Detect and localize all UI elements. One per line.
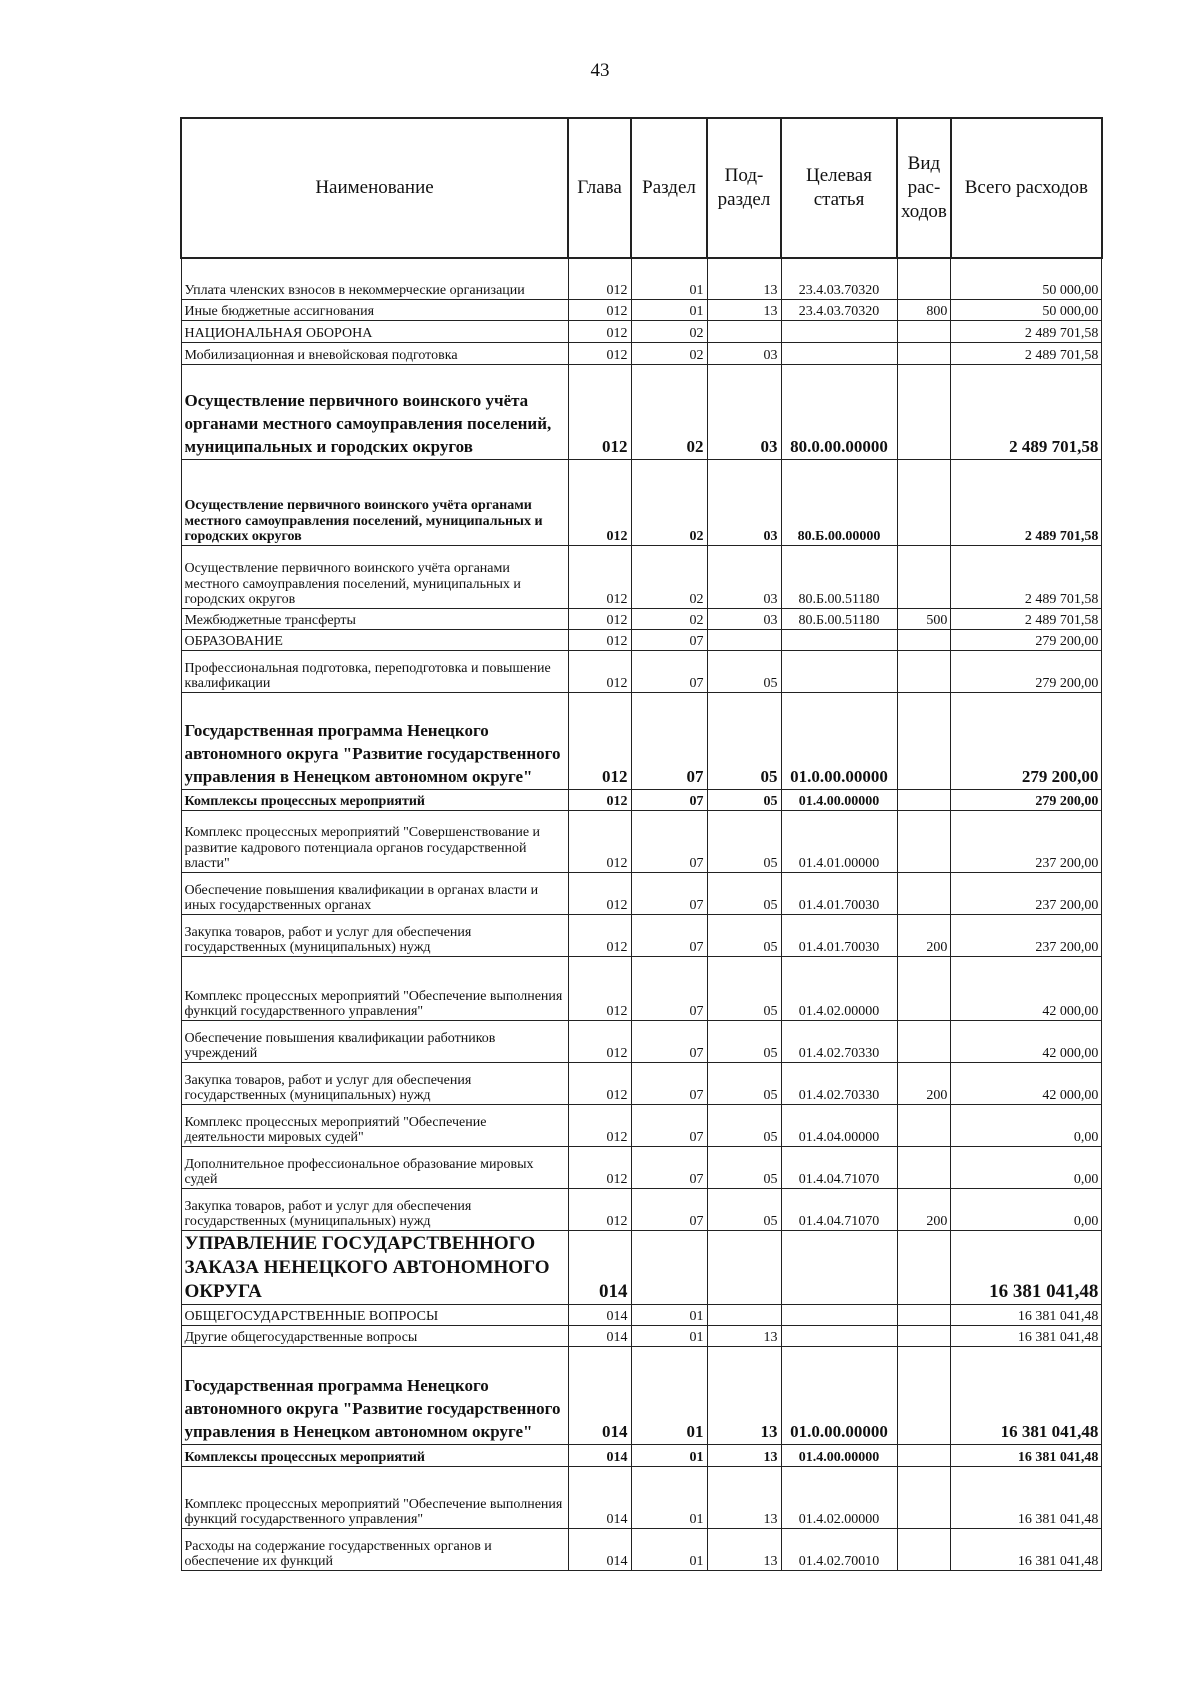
table-header-row <box>181 118 1102 258</box>
cell-section: 07 <box>631 1104 707 1146</box>
cell-chapter: 014 <box>568 1304 631 1325</box>
cell-section: 07 <box>631 810 707 872</box>
cell-chapter: 012 <box>568 459 631 545</box>
cell-expense-type <box>897 1304 951 1325</box>
cell-target-article: 01.4.00.00000 <box>781 789 897 810</box>
cell-name: Расходы на содержание государственных органов и обеспечение их функций <box>181 1528 568 1570</box>
cell-total: 237 200,00 <box>951 872 1102 914</box>
cell-name: Комплекс процессных мероприятий "Обеспечение выполнения функций государственного управления" <box>181 1466 568 1528</box>
cell-expense-type <box>897 1230 951 1304</box>
cell-expense-type <box>897 320 951 342</box>
cell-expense-type <box>897 1444 951 1466</box>
cell-chapter: 012 <box>568 1104 631 1146</box>
cell-chapter: 012 <box>568 1146 631 1188</box>
cell-subsection: 13 <box>707 258 781 299</box>
cell-name: Осуществление первичного воинского учёта органами местного самоуправления поселений, муниципальных и городских округов <box>181 545 568 608</box>
cell-section: 07 <box>631 914 707 956</box>
cell-expense-type <box>897 810 951 872</box>
cell-section <box>631 1230 707 1304</box>
table-row <box>181 1325 1102 1346</box>
table-row <box>181 810 1102 872</box>
cell-target-article: 01.4.02.00000 <box>781 956 897 1020</box>
cell-target-article: 01.4.04.71070 <box>781 1188 897 1230</box>
cell-target-article <box>781 1325 897 1346</box>
cell-subsection: 05 <box>707 956 781 1020</box>
cell-expense-type <box>897 1346 951 1444</box>
table-row <box>181 629 1102 650</box>
cell-expense-type <box>897 956 951 1020</box>
cell-subsection: 05 <box>707 872 781 914</box>
cell-name: Осуществление первичного воинского учёта органами местного самоуправления поселений, муниципальных и городских округов <box>181 459 568 545</box>
cell-name: Профессиональная подготовка, переподготовка и повышение квалификации <box>181 650 568 692</box>
cell-total: 2 489 701,58 <box>951 320 1102 342</box>
cell-name: УПРАВЛЕНИЕ ГОСУДАРСТВЕННОГО ЗАКАЗА НЕНЕЦКОГО АВТОНОМНОГО ОКРУГА <box>181 1230 568 1304</box>
table-body <box>181 258 1102 1570</box>
table-row <box>181 1346 1102 1444</box>
cell-subsection: 13 <box>707 1466 781 1528</box>
table-row <box>181 364 1102 459</box>
cell-subsection: 05 <box>707 692 781 789</box>
cell-target-article: 01.4.02.70330 <box>781 1062 897 1104</box>
cell-chapter: 012 <box>568 956 631 1020</box>
cell-name: Комплекс процессных мероприятий "Совершенствование и развитие кадрового потенциала органов государственной власти" <box>181 810 568 872</box>
cell-chapter: 012 <box>568 872 631 914</box>
cell-target-article: 23.4.03.70320 <box>781 299 897 320</box>
cell-name: Комплекс процессных мероприятий "Обеспечение деятельности мировых судей" <box>181 1104 568 1146</box>
cell-name: ОБЩЕГОСУДАРСТВЕННЫЕ ВОПРОСЫ <box>181 1304 568 1325</box>
table-row <box>181 692 1102 789</box>
cell-section: 01 <box>631 1304 707 1325</box>
cell-expense-type <box>897 545 951 608</box>
cell-name: Государственная программа Ненецкого автономного округа "Развитие государственного управления в Ненецком автономном округе" <box>181 1346 568 1444</box>
cell-total: 237 200,00 <box>951 810 1102 872</box>
table-row <box>181 914 1102 956</box>
cell-name: Обеспечение повышения квалификации работников учреждений <box>181 1020 568 1062</box>
cell-expense-type <box>897 1325 951 1346</box>
table-row <box>181 545 1102 608</box>
cell-section: 07 <box>631 872 707 914</box>
cell-section: 01 <box>631 1325 707 1346</box>
cell-section: 01 <box>631 1346 707 1444</box>
cell-subsection <box>707 1304 781 1325</box>
cell-section: 07 <box>631 1188 707 1230</box>
cell-section: 07 <box>631 629 707 650</box>
cell-target-article: 80.Б.00.00000 <box>781 459 897 545</box>
cell-name: Мобилизационная и вневойсковая подготовка <box>181 342 568 364</box>
cell-name: Комплекс процессных мероприятий "Обеспечение выполнения функций государственного управления" <box>181 956 568 1020</box>
cell-subsection: 05 <box>707 810 781 872</box>
cell-target-article: 01.4.01.00000 <box>781 810 897 872</box>
cell-chapter: 012 <box>568 629 631 650</box>
cell-section: 02 <box>631 608 707 629</box>
cell-section: 02 <box>631 364 707 459</box>
table-row <box>181 956 1102 1020</box>
cell-total: 2 489 701,58 <box>951 364 1102 459</box>
table-row <box>181 459 1102 545</box>
cell-target-article: 01.4.01.70030 <box>781 872 897 914</box>
table-row <box>181 1188 1102 1230</box>
header-chapter: Глава <box>568 118 631 258</box>
cell-total: 16 381 041,48 <box>951 1528 1102 1570</box>
table-row <box>181 258 1102 299</box>
cell-chapter: 012 <box>568 1020 631 1062</box>
header-name: Наименование <box>181 118 568 258</box>
table-row <box>181 342 1102 364</box>
cell-expense-type: 500 <box>897 608 951 629</box>
cell-chapter: 012 <box>568 650 631 692</box>
cell-total: 16 381 041,48 <box>951 1444 1102 1466</box>
cell-chapter: 012 <box>568 692 631 789</box>
cell-target-article: 01.4.02.70010 <box>781 1528 897 1570</box>
cell-section: 02 <box>631 459 707 545</box>
cell-target-article: 01.4.02.70330 <box>781 1020 897 1062</box>
cell-section: 07 <box>631 1062 707 1104</box>
cell-chapter: 012 <box>568 1188 631 1230</box>
cell-name: Другие общегосударственные вопросы <box>181 1325 568 1346</box>
cell-subsection: 05 <box>707 1146 781 1188</box>
cell-section: 01 <box>631 1528 707 1570</box>
cell-section: 02 <box>631 342 707 364</box>
cell-chapter: 014 <box>568 1444 631 1466</box>
header-target-article: Целевая статья <box>781 118 897 258</box>
cell-name: Дополнительное профессиональное образование мировых судей <box>181 1146 568 1188</box>
cell-expense-type: 200 <box>897 914 951 956</box>
table-row <box>181 1146 1102 1188</box>
cell-target-article <box>781 342 897 364</box>
cell-target-article: 23.4.03.70320 <box>781 258 897 299</box>
cell-name: НАЦИОНАЛЬНАЯ ОБОРОНА <box>181 320 568 342</box>
cell-chapter: 014 <box>568 1230 631 1304</box>
cell-total: 2 489 701,58 <box>951 608 1102 629</box>
cell-target-article: 01.4.02.00000 <box>781 1466 897 1528</box>
cell-section: 01 <box>631 1444 707 1466</box>
table-row <box>181 789 1102 810</box>
header-total: Всего расходов <box>951 118 1102 258</box>
cell-expense-type: 200 <box>897 1188 951 1230</box>
cell-target-article: 80.0.00.00000 <box>781 364 897 459</box>
cell-subsection: 05 <box>707 1188 781 1230</box>
cell-subsection: 13 <box>707 299 781 320</box>
cell-expense-type <box>897 258 951 299</box>
cell-target-article <box>781 1230 897 1304</box>
cell-name: Межбюджетные трансферты <box>181 608 568 629</box>
cell-target-article: 01.4.00.00000 <box>781 1444 897 1466</box>
cell-chapter: 014 <box>568 1466 631 1528</box>
cell-section: 02 <box>631 320 707 342</box>
cell-name: Закупка товаров, работ и услуг для обеспечения государственных (муниципальных) нужд <box>181 1062 568 1104</box>
table-row <box>181 320 1102 342</box>
cell-subsection <box>707 1230 781 1304</box>
cell-total: 50 000,00 <box>951 299 1102 320</box>
cell-subsection: 03 <box>707 545 781 608</box>
cell-section: 07 <box>631 650 707 692</box>
cell-section: 07 <box>631 1020 707 1062</box>
cell-chapter: 012 <box>568 258 631 299</box>
cell-expense-type <box>897 1146 951 1188</box>
cell-name: Закупка товаров, работ и услуг для обеспечения государственных (муниципальных) нужд <box>181 914 568 956</box>
cell-chapter: 012 <box>568 608 631 629</box>
cell-subsection: 05 <box>707 1104 781 1146</box>
cell-chapter: 012 <box>568 342 631 364</box>
cell-subsection: 13 <box>707 1325 781 1346</box>
cell-target-article: 80.Б.00.51180 <box>781 608 897 629</box>
cell-section: 07 <box>631 1146 707 1188</box>
header-expense-type: Вид рас- ходов <box>897 118 951 258</box>
cell-total: 2 489 701,58 <box>951 459 1102 545</box>
cell-total: 279 200,00 <box>951 692 1102 789</box>
table-row <box>181 1304 1102 1325</box>
cell-total: 16 381 041,48 <box>951 1230 1102 1304</box>
cell-total: 42 000,00 <box>951 1062 1102 1104</box>
cell-target-article <box>781 1304 897 1325</box>
table-row <box>181 1020 1102 1062</box>
cell-expense-type <box>897 629 951 650</box>
cell-target-article: 01.0.00.00000 <box>781 692 897 789</box>
table-row <box>181 608 1102 629</box>
cell-expense-type <box>897 692 951 789</box>
header-section: Раздел <box>631 118 707 258</box>
cell-name: Уплата членских взносов в некоммерческие организации <box>181 258 568 299</box>
cell-target-article: 01.4.04.00000 <box>781 1104 897 1146</box>
cell-subsection: 05 <box>707 914 781 956</box>
cell-total: 42 000,00 <box>951 956 1102 1020</box>
cell-expense-type <box>897 1466 951 1528</box>
cell-name: Иные бюджетные ассигнования <box>181 299 568 320</box>
cell-target-article <box>781 650 897 692</box>
cell-total: 2 489 701,58 <box>951 545 1102 608</box>
cell-subsection: 13 <box>707 1346 781 1444</box>
cell-chapter: 012 <box>568 914 631 956</box>
cell-total: 16 381 041,48 <box>951 1346 1102 1444</box>
cell-target-article <box>781 629 897 650</box>
cell-total: 279 200,00 <box>951 650 1102 692</box>
cell-expense-type <box>897 872 951 914</box>
cell-subsection: 03 <box>707 364 781 459</box>
table-row <box>181 299 1102 320</box>
table-row <box>181 650 1102 692</box>
cell-chapter: 012 <box>568 320 631 342</box>
cell-total: 237 200,00 <box>951 914 1102 956</box>
cell-total: 50 000,00 <box>951 258 1102 299</box>
expenditure-table <box>180 117 1103 1571</box>
cell-subsection <box>707 629 781 650</box>
cell-section: 07 <box>631 789 707 810</box>
cell-name: Комплексы процессных мероприятий <box>181 789 568 810</box>
cell-expense-type <box>897 650 951 692</box>
cell-target-article <box>781 320 897 342</box>
cell-total: 0,00 <box>951 1104 1102 1146</box>
cell-chapter: 012 <box>568 364 631 459</box>
cell-subsection: 03 <box>707 608 781 629</box>
cell-total: 16 381 041,48 <box>951 1325 1102 1346</box>
cell-expense-type <box>897 459 951 545</box>
table-row <box>181 1528 1102 1570</box>
page-number: 43 <box>590 60 610 81</box>
table-row <box>181 1104 1102 1146</box>
cell-total: 42 000,00 <box>951 1020 1102 1062</box>
cell-subsection: 13 <box>707 1528 781 1570</box>
cell-section: 01 <box>631 1466 707 1528</box>
cell-subsection: 05 <box>707 1062 781 1104</box>
cell-total: 0,00 <box>951 1146 1102 1188</box>
cell-chapter: 012 <box>568 810 631 872</box>
cell-section: 07 <box>631 956 707 1020</box>
cell-section: 02 <box>631 545 707 608</box>
cell-section: 01 <box>631 258 707 299</box>
cell-subsection: 05 <box>707 650 781 692</box>
table-row <box>181 872 1102 914</box>
cell-subsection: 03 <box>707 342 781 364</box>
cell-chapter: 012 <box>568 1062 631 1104</box>
cell-total: 279 200,00 <box>951 789 1102 810</box>
cell-name: Осуществление первичного воинского учёта органами местного самоуправления поселений, муниципальных и городских округов <box>181 364 568 459</box>
cell-chapter: 014 <box>568 1528 631 1570</box>
cell-total: 0,00 <box>951 1188 1102 1230</box>
cell-target-article: 01.4.04.71070 <box>781 1146 897 1188</box>
cell-target-article: 01.0.00.00000 <box>781 1346 897 1444</box>
table-row <box>181 1062 1102 1104</box>
table-row <box>181 1444 1102 1466</box>
table-row <box>181 1466 1102 1528</box>
cell-subsection: 13 <box>707 1444 781 1466</box>
cell-total: 16 381 041,48 <box>951 1466 1102 1528</box>
cell-target-article: 01.4.01.70030 <box>781 914 897 956</box>
cell-section: 01 <box>631 299 707 320</box>
cell-total: 279 200,00 <box>951 629 1102 650</box>
cell-target-article: 80.Б.00.51180 <box>781 545 897 608</box>
cell-total: 16 381 041,48 <box>951 1304 1102 1325</box>
cell-expense-type <box>897 789 951 810</box>
cell-expense-type: 200 <box>897 1062 951 1104</box>
cell-expense-type <box>897 1020 951 1062</box>
cell-expense-type <box>897 364 951 459</box>
cell-chapter: 014 <box>568 1325 631 1346</box>
table-row <box>181 1230 1102 1304</box>
cell-subsection: 05 <box>707 1020 781 1062</box>
cell-subsection: 05 <box>707 789 781 810</box>
cell-chapter: 014 <box>568 1346 631 1444</box>
cell-chapter: 012 <box>568 545 631 608</box>
cell-chapter: 012 <box>568 299 631 320</box>
cell-expense-type <box>897 1104 951 1146</box>
cell-total: 2 489 701,58 <box>951 342 1102 364</box>
cell-chapter: 012 <box>568 789 631 810</box>
header-subsection: Под- раздел <box>707 118 781 258</box>
cell-expense-type: 800 <box>897 299 951 320</box>
cell-name: Комплексы процессных мероприятий <box>181 1444 568 1466</box>
cell-expense-type <box>897 342 951 364</box>
cell-name: Государственная программа Ненецкого автономного округа "Развитие государственного управления в Ненецком автономном округе" <box>181 692 568 789</box>
cell-name: Закупка товаров, работ и услуг для обеспечения государственных (муниципальных) нужд <box>181 1188 568 1230</box>
cell-name: ОБРАЗОВАНИЕ <box>181 629 568 650</box>
cell-name: Обеспечение повышения квалификации в органах власти и иных государственных органах <box>181 872 568 914</box>
cell-subsection: 03 <box>707 459 781 545</box>
cell-expense-type <box>897 1528 951 1570</box>
cell-section: 07 <box>631 692 707 789</box>
cell-subsection <box>707 320 781 342</box>
